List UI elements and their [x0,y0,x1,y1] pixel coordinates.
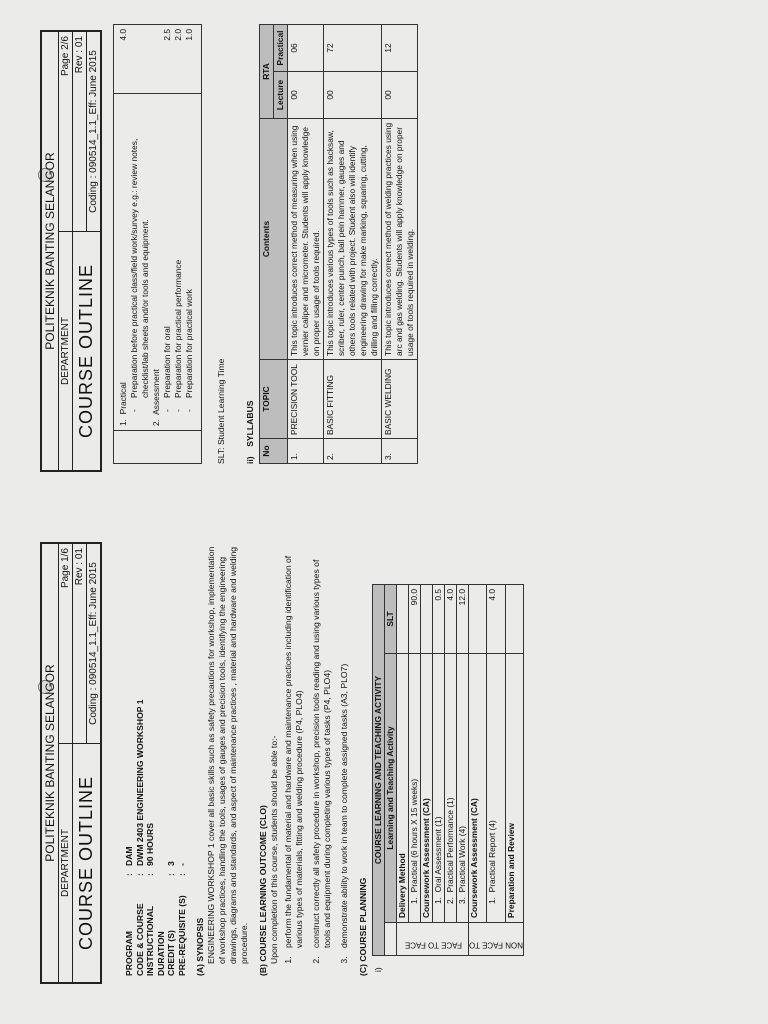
slt-value: 2.0 [173,29,183,41]
doc-title: COURSE OUTLINE [73,744,101,983]
assessment-item: - Preparation for oral [162,98,173,398]
row-label: Practical Performance (1) [445,797,455,893]
slt-value: 4.0 [118,29,128,41]
lecture-hours: 00 [324,72,382,119]
coding: Coding : 090514_1.1_Eff: June 2015 [87,544,101,744]
face-to-face-label: FACE TO FACE [397,923,469,956]
info-value: 90 HOURS [145,823,155,866]
info-label: CODE & COURSE [134,903,145,976]
topic-no: 3. [382,439,418,464]
col-lecture: Lecture [274,72,288,119]
topic-contents: This topic introduces correct method of measuring when using vernier caliper and micrometer. Students will apply knowledge on proper usage of tools required. [288,119,324,360]
topic-name: BASIC FITTING [324,360,382,439]
syllabus-number: ii) [245,456,255,464]
col-contents: Contents [260,119,288,360]
doc-title: COURSE OUTLINE [73,232,101,471]
institution-name: POLITEKNIK BANTING SELANGOR [42,544,59,983]
slt-value: 1.0 [184,29,194,41]
info-value: DAM [124,846,134,866]
department-label: DEPARTMENT [59,744,73,983]
table-title: COURSE LEARNING AND TEACHING ACTIVITY [373,585,385,956]
table-row [382,25,418,464]
page-2-header [40,30,102,472]
institution-name: POLITEKNIK BANTING SELANGOR [42,32,59,471]
topic-no: 2. [324,439,382,464]
syllabus-table [259,24,418,464]
info-label: INSTRUCTIONAL DURATION [145,905,166,976]
row-label: Practical (6 hours X 15 weeks) [409,778,419,893]
planning-title: (C) COURSE PLANNING [358,877,368,976]
col-activity: Learning and Teaching Activity [385,654,397,923]
synopsis-title: (A) SYNOPSIS [195,917,205,976]
topic-name: BASIC WELDING [382,360,418,439]
row-label: Oral Assessment (1) [433,816,443,893]
row-label: Practical Work (4) [457,825,467,893]
clo-item: 3. demonstrate ability to work in team to complete assigned tasks (A3, PLO7) [339,546,350,954]
col-practical: Practical [274,25,288,72]
col-no: No [260,439,288,464]
info-label: PRE-REQUISITE (S) [176,895,187,976]
slt-note: SLT: Student Learning Time [216,358,226,464]
lecture-hours: 00 [288,72,324,119]
assessment-heading: Assessment [151,369,161,415]
slt-value: 90.0 [409,585,421,654]
table-row [288,25,324,464]
info-label: CREDIT (S) [166,930,176,976]
table-row [324,25,382,464]
slt-value: 12.0 [457,585,469,654]
course-info: PROGRAM : DAM CODE & COURSE : DWM 2403 ENGINEERING WORKSHOP 1 INSTRUCTIONAL DURATION : 90 HOURS CREDIT (S) : 3 PRE-REQUISITE (S) : - [124,546,187,976]
page-2-content [110,29,418,464]
synopsis-text: ENGINEERING WORKSHOP 1 cover all basic skills such as safety precautions for workshop, implementation of workshop practices, handling the tools, usages of gauges and precision tools, identifying the engineering drawings, diagrams and standards, and aspect of maintenance practices , material and hardware and welding procedure. [206,546,249,964]
clo-title: (B) COURSE LEARNING OUTCOME (CLO) [258,805,268,976]
col-rta: RTA [260,25,274,119]
row-label: Preparation and Review [505,654,523,923]
nonface-continued-table: 1. Practical - Preparation before practical class/field work/survey e.g.: review notes, checklist/lab sheets and/or tools and equipment. 2. Assessment - Preparation for oral - Preparation for practical performance - Preparation for practical work 4.0 2.5 2.0 1.0 [113,24,202,464]
page-1-header [40,542,102,984]
topic-no: 1. [288,439,324,464]
row-label: Coursework Assessment (CA) [469,654,487,923]
topic-contents: This topic introduces correct method of welding practices using arc and gas welding. Students will apply knowledge on proper usage of tools required in welding. [382,119,418,360]
page-1 [0,512,768,1024]
practical-item: - Preparation before practical class/field work/survey e.g.: review notes, checklist/lab sheets and/or tools and equipment. [129,98,151,398]
clo-list [283,546,350,976]
assessment-item: - Preparation for practical work [184,98,195,398]
topic-contents: This topic introduces various types of tools such as hacksaw, scriber, ruler, center punch, ball pein hammer, gauges and others tools related with project. Student also will identify engineering drawing for make marking, squaring, cutting, drilling and filling correctly. [324,119,382,360]
practical-hours: 72 [324,25,382,72]
row-label: Coursework Assessment (CA) [421,654,433,923]
col-topic: TOPIC [260,360,288,439]
topic-name: PRECISION TOOL [288,360,324,439]
page-number: Page 1/6 [59,544,73,744]
practical-heading: Practical [118,382,128,415]
practical-hours: 06 [288,25,324,72]
col-slt: SLT [385,585,397,654]
slt-value: 0.5 [433,585,445,654]
row-label: Practical Report (4) [487,820,498,893]
info-value: DWM 2403 ENGINEERING WORKSHOP 1 [134,699,145,866]
page-1-content [118,546,524,976]
revision: Rev : 01 [73,32,87,232]
info-value: 3 [166,861,176,866]
slt-value: 4.0 [445,585,457,654]
revision: Rev : 01 [73,544,87,744]
slt-value: 4.0 [487,585,505,654]
clo-item: 1. perform the fundamental of material and hardware and maintenance practices including identification of various types of materials, fitting and welding procedure (P4, PLO4) [283,546,305,954]
practical-hours: 12 [382,25,418,72]
planning-sub: i) [372,967,383,972]
page-number: Page 2/6 [59,32,73,232]
non-face-to-face-label: NON FACE TO [469,923,524,956]
info-label: PROGRAM [124,931,134,976]
department-label: DEPARTMENT [59,232,73,471]
clo-item: 2. construct correctly all safety procedure in workshop, precision tools reading and using various types of tools and equipment during completing various types of tasks (P4, PLO4) [311,546,333,954]
syllabus-title: SYLLABUS [245,400,255,447]
lecture-hours: 00 [382,72,418,119]
learning-activity-table: i) COURSE LEARNING AND TEACHING ACTIVITY Learning and Teaching Activity SLT FACE TO FACE Delivery Method 1. Practical (6 hours X 15 weeks) 90.0 Coursework Assessment (CA) 1. Oral Assessment (1) 0.5 2. Practical Performance (1) 4.0 3. Practical Work (4) 12.0 NON FACE TO Coursework Assessment (CA) 1. Practical Report (4) 4.0 Preparation and Review [372,584,524,976]
info-value: - [176,863,187,866]
assessment-item: - Preparation for practical performance [173,98,184,398]
clo-intro: Upon completion of this course, students should be able to:- [269,735,279,964]
slt-value: 2.5 [162,29,172,41]
row-label: Delivery Method [397,654,409,923]
coding: Coding : 090514_1.1_Eff: June 2015 [87,32,101,232]
